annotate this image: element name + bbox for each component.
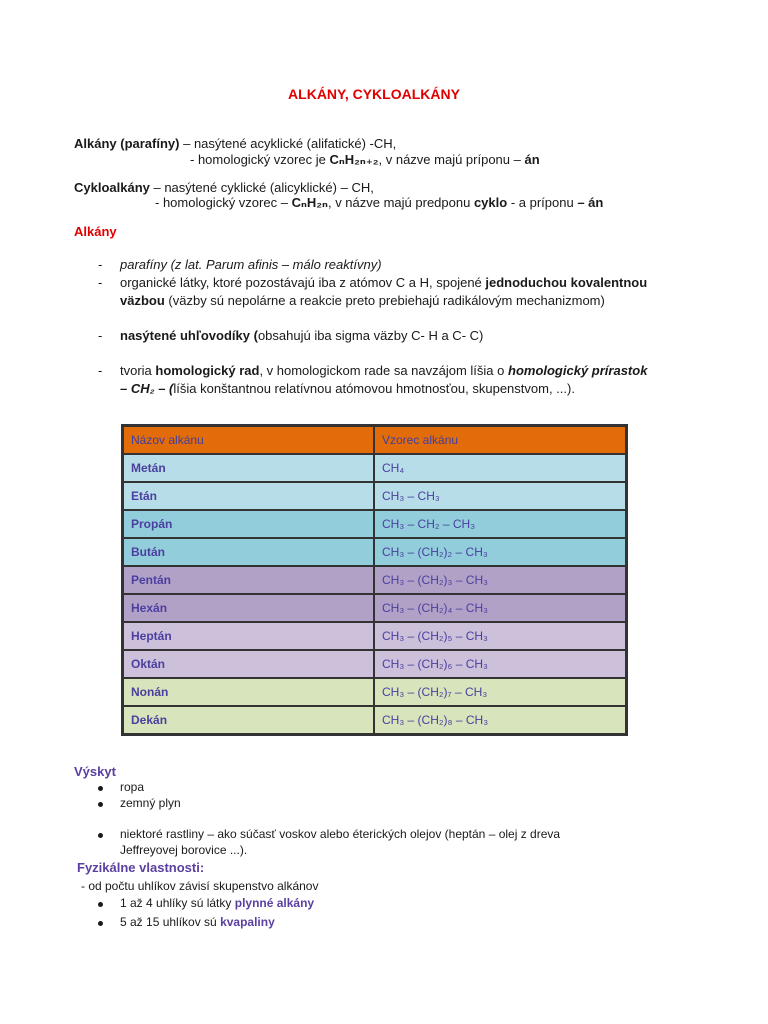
alkane-formula: CH₃ – (CH₂)₂ – CH₃: [374, 538, 626, 566]
list-item: 5 až 15 uhlíkov sú kvapaliny: [120, 915, 275, 929]
bullet-dot: [98, 921, 103, 926]
alkane-formula: CH₄: [374, 454, 626, 482]
table-row: [123, 622, 626, 650]
table-row: [123, 482, 626, 510]
alkany-definition-line1: Alkány (parafíny) – nasýtené acyklické (alifatické) -CH,: [74, 136, 397, 151]
table-header-name: Názov alkánu: [123, 426, 374, 454]
list-item: ropa: [120, 780, 145, 794]
bullet-dot: [98, 902, 103, 907]
table-row: [123, 706, 626, 734]
alkany-term: Alkány (parafíny): [74, 136, 180, 151]
table-row: [123, 454, 626, 482]
page-title: ALKÁNY, CYKLOALKÁNY: [288, 86, 460, 102]
table-row: [123, 594, 626, 622]
list-item-rastliny-line1: niektoré rastliny – ako súčasť voskov alebo éterických olejov (heptán – olej z dreva: [120, 827, 561, 841]
cyklo-formula: CₙH₂ₙ: [291, 195, 328, 210]
bullet-dot: [98, 833, 103, 838]
section-heading-fyzikalne: Fyzikálne vlastnosti:: [77, 860, 205, 875]
dash-marker: -: [98, 257, 103, 272]
table-header-row: [123, 426, 626, 454]
alkane-formula: CH₃ – (CH₂)₆ – CH₃: [374, 650, 626, 678]
alkane-name: Metán: [123, 454, 374, 482]
table-row: [123, 678, 626, 706]
alkany-definition-line2: - homologický vzorec je CₙH₂ₙ₊₂, v názve majú príponu – án: [190, 152, 540, 167]
alkane-formula: CH₃ – (CH₂)₄ – CH₃: [374, 594, 626, 622]
alkane-name: Hexán: [123, 594, 374, 622]
alkane-formula: CH₃ – CH₃: [374, 482, 626, 510]
dash-marker: -: [98, 328, 103, 343]
cyklo-term: Cykloalkány: [74, 180, 150, 195]
bullet-dot: [98, 786, 103, 791]
list-item: 1 až 4 uhlíky sú látky plynné alkány: [120, 896, 315, 910]
alkane-name: Propán: [123, 510, 374, 538]
alkane-name: Pentán: [123, 566, 374, 594]
section-heading-vyskyt: Výskyt: [74, 764, 116, 779]
point-nasytene: nasýtené uhľovodíky (obsahujú iba sigma väzby C- H a C- C): [120, 328, 484, 343]
alkany-table: [121, 424, 628, 736]
alkane-name: Etán: [123, 482, 374, 510]
table-row: [123, 538, 626, 566]
table-row: [123, 566, 626, 594]
alkane-formula: CH₃ – (CH₂)₅ – CH₃: [374, 622, 626, 650]
dash-marker: -: [98, 363, 103, 378]
alkane-name: Oktán: [123, 650, 374, 678]
alkane-formula: CH₃ – (CH₂)₈ – CH₃: [374, 706, 626, 734]
alkane-formula: CH₃ – (CH₂)₃ – CH₃: [374, 566, 626, 594]
point-homologicky-rad-line1: tvoria homologický rad, v homologickom rade sa navzájom líšia o homologický prírastok: [120, 363, 648, 378]
table-header-formula: Vzorec alkánu: [374, 426, 626, 454]
cyklo-definition-line1: Cykloalkány – nasýtené cyklické (alicyklické) – CH,: [74, 180, 374, 195]
point-organicke-latky-line2: väzbou (väzby sú nepolárne a reakcie preto prebiehajú radikálovým mechanizmom): [120, 293, 605, 308]
alkane-name: Dekán: [123, 706, 374, 734]
fyz-intro-line: - od počtu uhlíkov závisí skupenstvo alkánov: [81, 879, 319, 893]
dash-marker: -: [98, 275, 103, 290]
alkane-name: Nonán: [123, 678, 374, 706]
point-organicke-latky-line1: organické látky, ktoré pozostávajú iba z atómov C a H, spojené jednoduchou kovalentnou: [120, 275, 648, 290]
alkane-name: Bután: [123, 538, 374, 566]
table-row: [123, 510, 626, 538]
alkane-formula: CH₃ – (CH₂)₇ – CH₃: [374, 678, 626, 706]
alkany-formula: CₙH₂ₙ₊₂: [329, 152, 379, 167]
point-homologicky-rad-line2: – CH₂ – (líšia konštantnou relatívnou atómovou hmotnosťou, skupenstvom, ...).: [120, 381, 575, 396]
alkane-formula: CH₃ – CH₂ – CH₃: [374, 510, 626, 538]
cyklo-definition-line2: - homologický vzorec – CₙH₂ₙ, v názve majú predponu cyklo - a príponu – án: [155, 195, 604, 210]
alkane-name: Heptán: [123, 622, 374, 650]
section-heading-alkany: Alkány: [74, 224, 117, 239]
bullet-dot: [98, 802, 103, 807]
list-item: zemný plyn: [120, 796, 181, 810]
point-parafiny: parafíny (z lat. Parum afinis – málo reaktívny): [120, 257, 382, 272]
table-row: [123, 650, 626, 678]
list-item-rastliny-line2: Jeffreyovej borovice ...).: [120, 843, 248, 857]
